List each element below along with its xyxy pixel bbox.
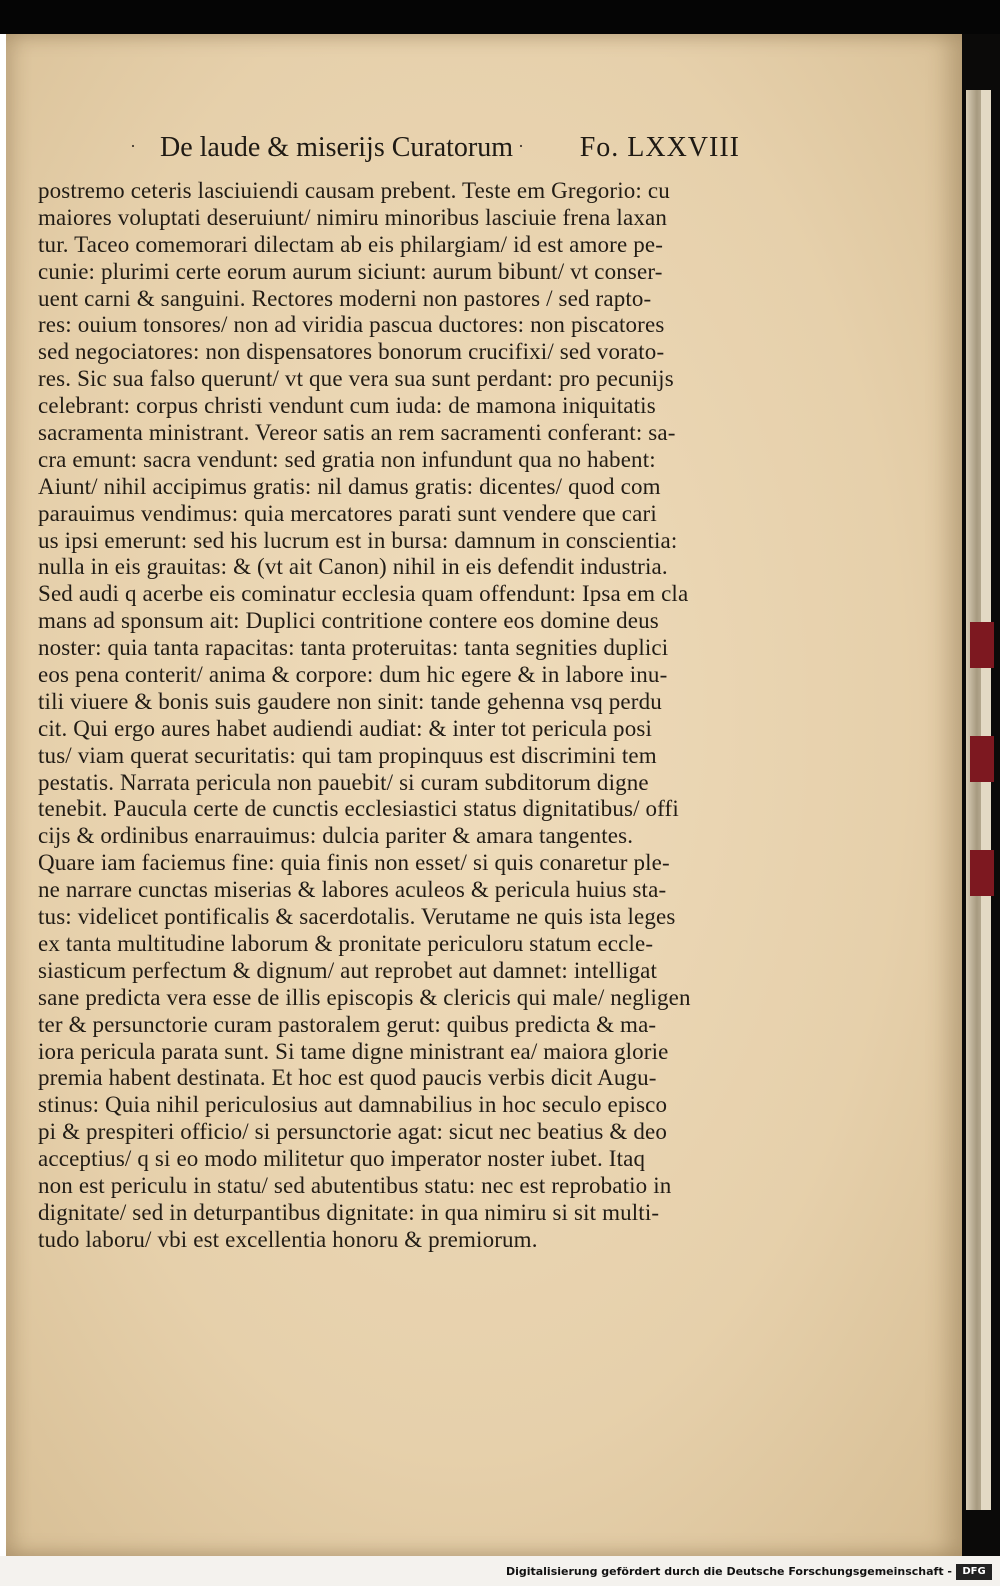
text-line: Aiunt/ nihil accipimus gratis: nil damus gratis: dicentes/ quod com <box>38 473 661 499</box>
text-line: ter & persunctorie curam pastoralem gerut: quibus predicta & ma- <box>38 1011 657 1037</box>
header-mark: · <box>130 136 136 156</box>
folio-number: Fo. LXXVIII <box>579 132 740 163</box>
text-line: acceptius/ q si eo modo militetur quo imperator noster iubet. Itaq <box>38 1146 646 1172</box>
dfg-logo: DFG <box>956 1564 992 1580</box>
text-line: tus: videlicet pontificalis & sacerdotalis. Verutame ne quis ista leges <box>38 904 676 930</box>
text-line: cra emunt: sacra vendunt: sed gratia non infundunt qua no habent: <box>38 446 656 472</box>
text-line: non est periculu in statu/ sed abutentibus statu: nec est reprobatio in <box>38 1172 672 1198</box>
text-line: cijs & ordinibus enarrauimus: dulcia pariter & amara tangentes. <box>38 823 634 849</box>
text-line: premia habent destinata. Et hoc est quod paucis verbis dicit Augu- <box>38 1065 657 1091</box>
text-line: noster: quia tanta rapacitas: tanta proteruitas: tanta segnities duplici <box>38 635 669 661</box>
text-line: sacramenta ministrant. Vereor satis an rem sacramenti conferant: sa- <box>38 420 676 446</box>
running-title: De laude & miserijs Curatorum <box>160 132 514 163</box>
text-line: us ipsi emerunt: sed his lucrum est in bursa: damnum in conscientia: <box>38 527 678 553</box>
text-line: eos pena conterit/ anima & corpore: dum hic egere & in labore inu- <box>38 662 668 688</box>
text-line: postremo ceteris lasciuiendi causam prebent. Teste em Gregorio: cu <box>38 178 670 203</box>
text-line: ex tanta multitudine laborum & pronitate periculoru statum eccle- <box>38 930 654 956</box>
page-edges-inner <box>981 90 991 1510</box>
body-text <box>38 178 738 1254</box>
red-tab <box>970 622 994 668</box>
text-line: sane predicta vera esse de illis episcopis & clericis qui male/ negligen <box>38 984 691 1010</box>
text-line: Quare iam faciemus fine: quia finis non esset/ si quis conaretur ple- <box>38 850 670 876</box>
text-line: tenebit. Paucula certe de cunctis ecclesiastici status dignitatibus/ offi <box>38 796 679 822</box>
text-line: iora pericula parata sunt. Si tame digne ministrant ea/ maiora glorie <box>38 1038 669 1064</box>
text-line: sed negociatores: non dispensatores bonorum crucifixi/ sed vorato- <box>38 339 665 365</box>
text-line: parauimus vendimus: quia mercatores parati sunt vendere que cari <box>38 500 657 526</box>
text-line: maiores voluptati deseruiunt/ nimiru minoribus lasciuie frena laxan <box>38 204 667 230</box>
text-line: uent carni & sanguini. Rectores moderni non pastores / sed rapto- <box>38 285 652 311</box>
text-line: stinus: Quia nihil periculosius aut damnabilius in hoc seculo episco <box>38 1092 668 1118</box>
text-line: tili viuere & bonis suis gaudere non sinit: tande gehenna vsq perdu <box>38 688 662 714</box>
digitization-credit: Digitalisierung gefördert durch die Deutsche Forschungsgemeinschaft - <box>505 1565 952 1578</box>
text-line: mans ad sponsum ait: Duplici contritione contere eos domine deus <box>38 608 659 634</box>
text-line: cit. Qui ergo aures habet audiendi audiat: & inter tot pericula posi <box>38 715 652 741</box>
text-line: tus/ viam querat securitatis: qui tam propinquus est discrimini tem <box>38 742 657 768</box>
page-header <box>130 132 740 168</box>
text-line: cunie: plurimi certe eorum aurum siciunt: aurum bibunt/ vt conser- <box>38 258 663 284</box>
text-line: tudo laboru/ vbi est excellentia honoru & premiorum. <box>38 1226 538 1252</box>
header-mark: · <box>518 136 524 156</box>
red-tab <box>970 736 994 782</box>
text-line: pestatis. Narrata pericula non pauebit/ si curam subditorum digne <box>38 769 649 795</box>
text-line: res. Sic sua falso querunt/ vt que vera sua sunt perdant: pro pecunijs <box>38 366 674 392</box>
scan-top-band <box>0 0 1000 34</box>
text-line: celebrant: corpus christi vendunt cum iuda: de mamona iniquitatis <box>38 393 656 419</box>
text-line: Sed audi q acerbe eis cominatur ecclesia quam offendunt: Ipsa em cla <box>38 581 689 607</box>
text-line: siasticum perfectum & dignum/ aut reprobet aut damnet: intelligat <box>38 957 658 983</box>
red-tab <box>970 850 994 896</box>
text-line: dignitate/ sed in deturpantibus dignitate: in qua nimiru si sit multi- <box>38 1199 660 1225</box>
text-line: tur. Taceo comemorari dilectam ab eis philargiam/ id est amore pe- <box>38 231 664 257</box>
text-line: ne narrare cunctas miserias & labores aculeos & pericula huius sta- <box>38 877 667 903</box>
text-line: nulla in eis grauitas: & (vt ait Canon) nihil in eis defendit industria. <box>38 554 668 580</box>
text-line: res: ouium tonsores/ non ad viridia pascua ductores: non piscatores <box>38 312 665 338</box>
text-line: pi & prespiteri officio/ si persunctorie agat: sicut nec beatius & deo <box>38 1119 667 1145</box>
